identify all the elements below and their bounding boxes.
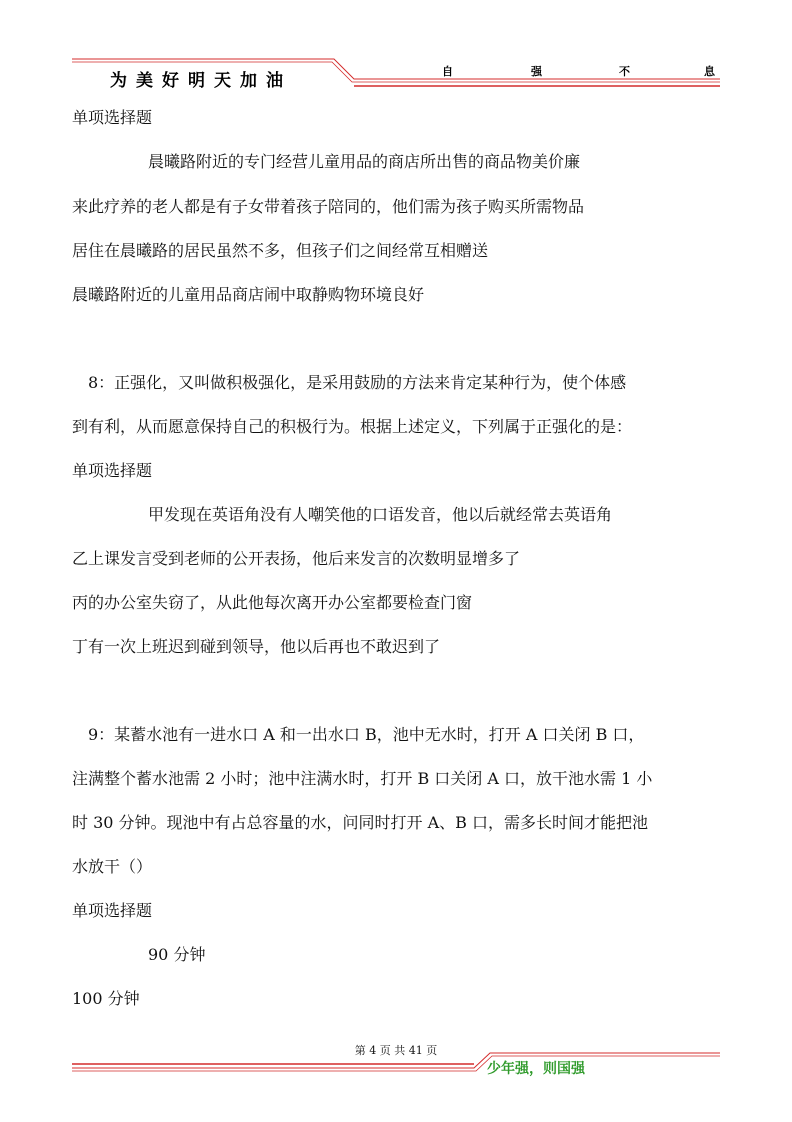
question-9-line-4: 水放干（） <box>72 857 153 876</box>
option-a: 晨曦路附近的专门经营儿童用品的商店所出售的商品物美价廉 <box>148 152 581 171</box>
option-a: 90 分钟 <box>148 945 206 964</box>
option-c: 丙的办公室失窃了，从此他每次离开办公室都要检查门窗 <box>72 593 473 612</box>
question-type-label: 单项选择题 <box>72 901 153 920</box>
question-9-line-3: 时 30 分钟。现池中有占总容量的水，问同时打开 A、B 口，需多长时间才能把池 <box>72 813 649 832</box>
option-b: 乙上课发言受到老师的公开表扬，他后来发言的次数明显增多了 <box>72 549 521 568</box>
question-9-line-2: 注满整个蓄水池需 2 小时；池中注满水时，打开 B 口关闭 A 口，放干池水需 1 小 <box>72 769 653 788</box>
header-motto-char: 强 <box>531 65 542 78</box>
page-number: 第 4 页 共 41 页 <box>354 1044 438 1057</box>
question-8-line-1: 8：正强化，又叫做积极强化，是采用鼓励的方法来肯定某种行为，使个体感 <box>88 373 627 392</box>
option-a: 甲发现在英语角没有人嘲笑他的口语发音，他以后就经常去英语角 <box>148 505 613 524</box>
question-8-line-2: 到有利，从而愿意保持自己的积极行为。根据上述定义，下列属于正强化的是： <box>72 417 633 436</box>
header-slogan: 为美好明天加油 <box>110 71 292 91</box>
question-type-label: 单项选择题 <box>72 108 153 127</box>
option-b: 来此疗养的老人都是有子女带着孩子陪同的，他们需为孩子购买所需物品 <box>72 197 585 216</box>
header-motto-char: 不 <box>619 65 630 78</box>
footer-slogan: 少年强，则国强 <box>487 1061 585 1077</box>
header-motto-char: 息 <box>704 65 715 78</box>
option-d: 丁有一次上班迟到碰到领导，他以后再也不敢迟到了 <box>72 637 441 656</box>
option-b: 100 分钟 <box>72 989 140 1008</box>
question-type-label: 单项选择题 <box>72 461 153 480</box>
option-d: 晨曦路附近的儿童用品商店闹中取静购物环境良好 <box>72 285 425 304</box>
option-c: 居住在晨曦路的居民虽然不多，但孩子们之间经常互相赠送 <box>72 241 489 260</box>
question-9-line-1: 9：某蓄水池有一进水口 A 和一出水口 B，池中无水时，打开 A 口关闭 B 口， <box>88 725 645 744</box>
header-motto-char: 自 <box>442 65 453 78</box>
